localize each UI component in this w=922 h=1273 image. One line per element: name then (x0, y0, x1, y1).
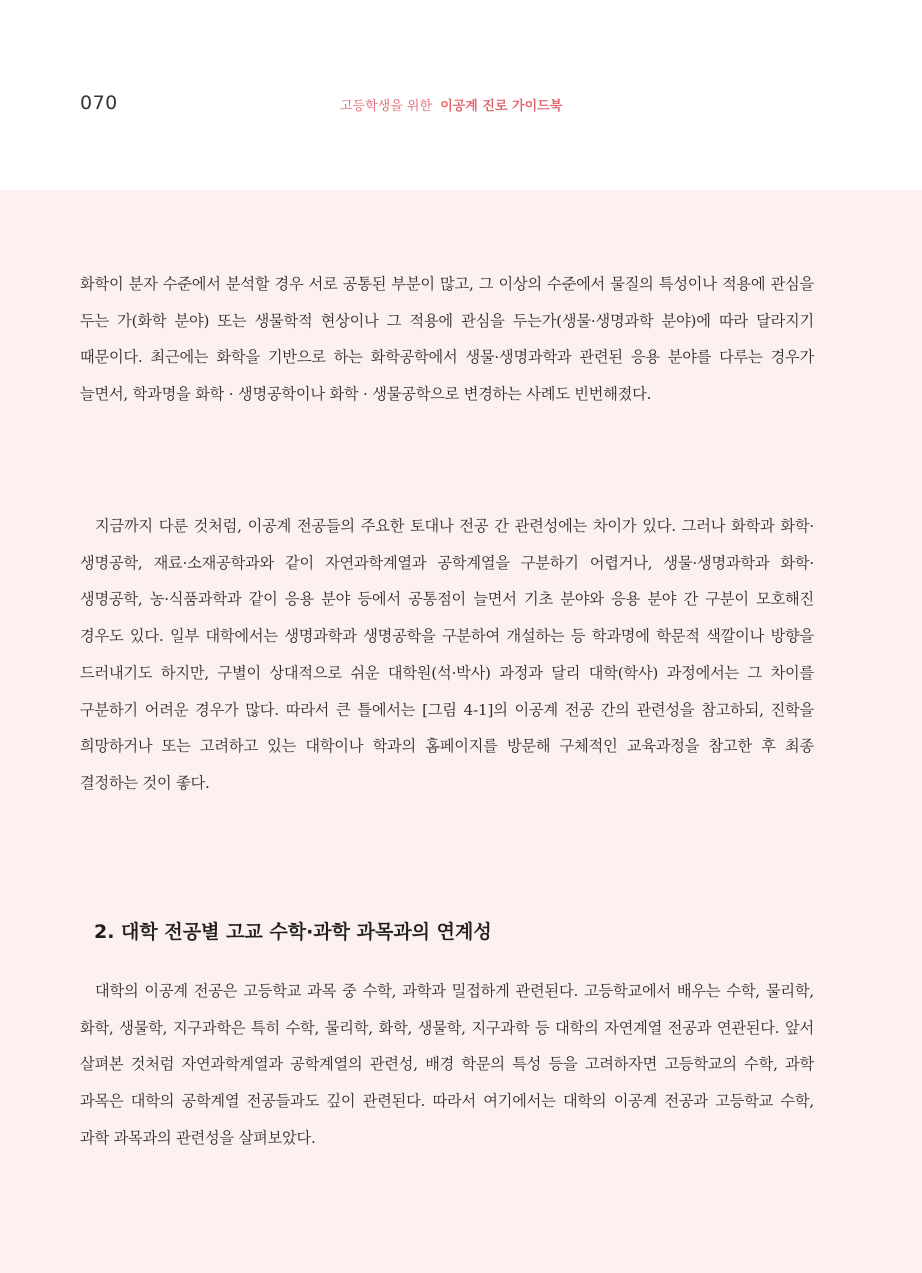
running-title-emphasis: 이공계 진로 가이드북 (440, 99, 563, 114)
body-paragraph-1: 화학이 분자 수준에서 분석할 경우 서로 공통된 부분이 많고, 그 이상의 수준에서 물질의 특성이나 적용에 관심을 두는 가(화학 분야) 또는 생물학적 현상이나 그 적용에 관심을 두는가(생물·생명과학 분야)에 따라 달라지기 때문이다. 최근에는 화학을 기반으로 하는 화학공학에서 생물·생명과학과 관련된 응용 분야를 다루는 경우가 늘면서, 학과명을 화학 · 생명공학이나 화학 · 생물공학으로 변경하는 사례도 빈번해졌다. (80, 275, 814, 404)
page-body (0, 190, 922, 1273)
section-heading: 2. 대학 전공별 고교 수학·과학 과목과의 연계성 (94, 921, 492, 943)
body-paragraph-2: 지금까지 다룬 것처럼, 이공계 전공들의 주요한 토대나 전공 간 관련성에는 차이가 있다. 그러나 화학과 화학·생명공학, 재료·소재공학과와 같이 자연과학계열과 공학계열을 구분하기 어렵거나, 생물·생명과학과 화학·생명공학, 농·식품과학과 같이 응용 분야 등에서 공통점이 늘면서 기초 분야와 응용 분야 간 구분이 모호해진 경우도 있다. 일부 대학에서는 생명과학과 생명공학을 구분하여 개설하는 등 학과명에 학문적 색깔이나 방향을 드러내기도 하지만, 구별이 상대적으로 쉬운 대학원(석·박사) 과정과 달리 대학(학사) 과정에서는 그 차이를 구분하기 어려운 경우가 많다. 따라서 큰 틀에서는 [그림 4-1]의 이공계 전공 간의 관련성을 참고하되, 진학을 희망하거나 또는 고려하고 있는 대학이나 학과의 홈페이지를 방문해 구체적인 교육과정을 참고한 후 최종 결정하는 것이 좋다. (80, 517, 814, 792)
page-number: 070 (80, 92, 118, 114)
running-title (340, 95, 562, 114)
page-header (0, 0, 922, 190)
running-title-prefix: 고등학생을 위한 (340, 99, 433, 114)
body-paragraph-3: 대학의 이공계 전공은 고등학교 과목 중 수학, 과학과 밀접하게 관련된다. 고등학교에서 배우는 수학, 물리학, 화학, 생물학, 지구과학은 특히 수학, 물리학, 화학, 생물학, 지구과학 등 대학의 자연계열 전공과 연관된다. 앞서 살펴본 것처럼 자연과학계열과 공학계열의 관련성, 배경 학문의 특성 등을 고려하자면 고등학교의 수학, 과학 과목은 대학의 공학계열 전공들과도 깊이 관련된다. 따라서 여기에서는 대학의 이공계 전공과 고등학교 수학, 과학 과목과의 관련성을 살펴보았다. (80, 982, 814, 1147)
